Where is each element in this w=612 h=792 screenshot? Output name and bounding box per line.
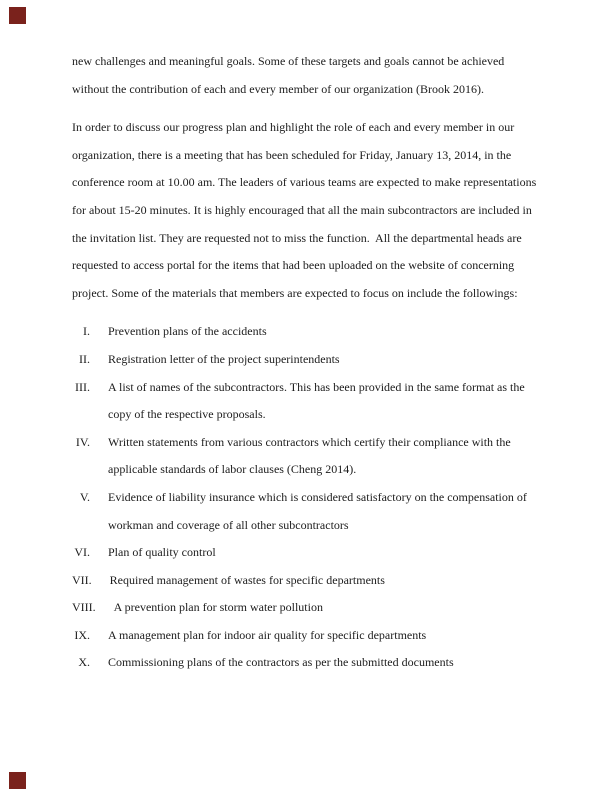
- list-item: [72, 484, 540, 539]
- paragraph-2: In order to discuss our progress plan and highlight the role of each and every member in our organization, there is a meeting that has been scheduled for Friday, January 13, 2014, in the conference room at 10.00 am. The leaders of various teams are expected to make representations for about 15-20 minutes. It is highly encouraged that all the main subcontractors are included in the invitation list. They are requested not to miss the function. All the departmental heads are requested to access portal for the items that had been uploaded on the website of concerning project. Some of the materials that members are expected to focus on include the followings:: [72, 120, 540, 300]
- list-item-text: Written statements from various contractors which certify their compliance with the applicable standards of labor clauses (Cheng 2014).: [108, 434, 511, 477]
- list-item: [72, 318, 540, 346]
- list-item-text: Plan of quality control: [108, 545, 216, 560]
- list-item: [72, 429, 540, 484]
- roman-numeral-list: [72, 318, 540, 677]
- list-item-numeral: IV.: [75, 434, 90, 449]
- list-item: [72, 594, 540, 622]
- list-item: [72, 346, 540, 374]
- list-item: [72, 539, 540, 567]
- list-item-text: Evidence of liability insurance which is considered satisfactory on the compensation of workman and coverage of all other subcontractors: [108, 489, 527, 532]
- list-item-text: Prevention plans of the accidents: [108, 324, 267, 339]
- list-item-text: Registration letter of the project superintendents: [108, 351, 340, 366]
- list-item-numeral: IX.: [74, 627, 90, 642]
- list-item-numeral: III.: [75, 379, 90, 394]
- list-item: [72, 374, 540, 429]
- corner-marker-bottom: [9, 772, 26, 789]
- list-item-text: A management plan for indoor air quality for specific departments: [108, 627, 427, 642]
- list-item: [72, 622, 540, 650]
- list-item-text: A list of names of the subcontractors. This has been provided in the same format as the copy of the respective proposals.: [108, 379, 525, 422]
- list-item-text: A prevention plan for storm water pollution: [113, 600, 323, 615]
- list-item: [72, 649, 540, 677]
- list-item-numeral: VII.: [72, 572, 92, 587]
- paragraph-1: new challenges and meaningful goals. Some of these targets and goals cannot be achieved without the contribution of each and every member of our organization (Brook 2016).: [72, 54, 508, 96]
- list-item-numeral: V.: [79, 489, 90, 504]
- list-item-numeral: VIII.: [72, 600, 96, 615]
- list-item-text: Commissioning plans of the contractors as per the submitted documents: [108, 655, 454, 670]
- list-item-numeral: X.: [78, 655, 90, 670]
- list-item-numeral: I.: [83, 324, 90, 339]
- list-item-numeral: II.: [79, 351, 90, 366]
- corner-marker-top: [9, 7, 26, 24]
- list-item-numeral: VI.: [74, 545, 90, 560]
- list-item-text: Required management of wastes for specific departments: [109, 572, 385, 587]
- list-item: [72, 567, 540, 595]
- document-content: [72, 48, 540, 677]
